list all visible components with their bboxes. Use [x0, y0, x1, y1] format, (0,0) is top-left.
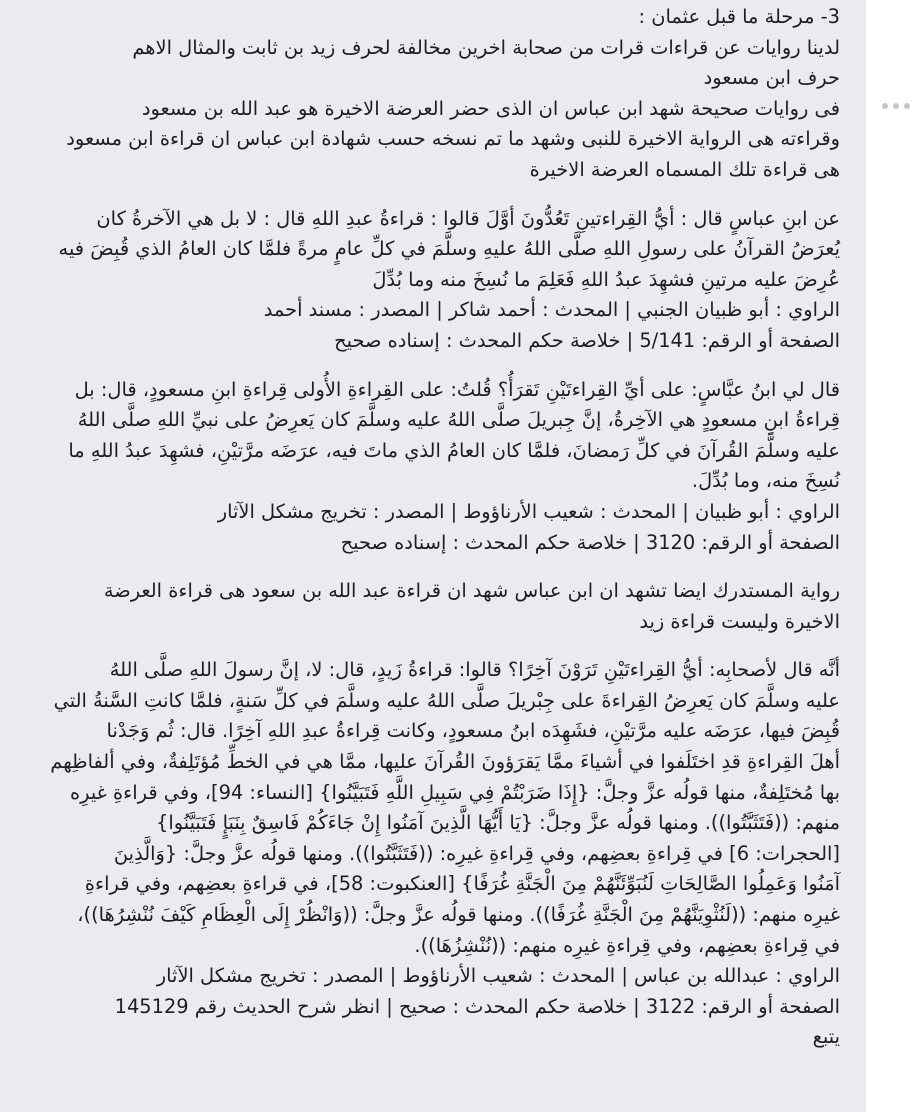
hadith-grade: الصفحة أو الرقم: 5/141 | خلاصة حكم المحدث : إسناده صحيح: [334, 328, 840, 352]
hadith-line: [الحجرات: 6] في قِراءةِ بعضِهم، وفي قِراءةِ غيرِه: ((فَتَثَبَّتُوا)). ومنها قولُه عزَّ وجلَّ: {وَالَّذِينَ: [113, 841, 840, 865]
text-line: فى روايات صحيحة شهد ابن عباس ان الذى حضر العرضة الاخيرة هو عبد الله بن مسعود: [141, 96, 840, 120]
hadith-line: منهم: ((فَتَثَبَّتُوا)). ومنها قولُه عزَّ وجلَّ: {يَا أَيُّهَا الَّذِينَ آمَنُوا إِنْ جَاءَكُمْ فَاسِقٌ بِنَبَإٍ فَتَبَيَّنُوا}: [155, 811, 840, 835]
hadith-narrator: الراوي : عبدالله بن عباس | المحدث : شعيب الأرناؤوط | المصدر : تخريج مشكل الآثار: [156, 964, 840, 988]
hadith-line: غيرِه منهم: ((لَنُثْوِيَنَّهُمْ مِنَ الْجَنَّةِ غُرَفًا)). ومنها قولُه عزَّ وجلَّ: ((وَانْظُرْ إِلَى الْعِظَامِ كَيْفَ نُنْشِرُهَا))،: [77, 903, 840, 927]
dot: [904, 103, 910, 109]
hadith-line: بها مُختَلِفةٌ، منها قولُه عزَّ وجلَّ: {إِذَا ضَرَبْتُمْ فِي سَبِيلِ اللَّهِ فَتَبَيَّنُوا} [النساء: 94]، وفي قراءةِ غيرِه: [69, 780, 840, 804]
mustadrak-note: [40, 576, 840, 637]
hadith-mushkil-3120: [40, 375, 840, 559]
hadith-narrator: الراوي : أبو ظبيان الجنبي | المحدث : أحمد شاكر | المصدر : مسند أحمد: [263, 298, 840, 322]
hadith-grade: الصفحة أو الرقم: 3120 | خلاصة حكم المحدث : إسناده صحيح: [340, 530, 840, 554]
text-line: وقراءته هى الرواية الاخيرة للنبى وشهد ما تم نسخه حسب شهادة ابن عباس ان قراءة ابن مسعود: [66, 127, 840, 151]
dot: [893, 103, 899, 109]
hadith-line: قُبِضَ فيها، عرَضَه عليه مرَّتيْنِ، فشَهِدَه ابنُ مسعودٍ، وكانت قِراءةُ عبدِ اللهِ آخِرًا. قال: ثُم وَجَدْنا: [106, 719, 840, 743]
hadith-line: قِراءةُ ابنِ مسعودٍ هي الآخِرةُ، إنَّ جِبريلَ صلَّى اللهُ عليه وسلَّمَ كان يَعرِضُ على نبيِّ اللهِ صلَّى اللهُ: [77, 408, 840, 432]
text-line: رواية المستدرك ايضا تشهد ان ابن عباس شهد ان قراءة عبد الله بن سعود هى قراءة العرضة: [103, 579, 840, 603]
hadith-line: عليه وسلَّمَ القُرآنَ في كلِّ رَمضانَ، فلمَّا كان العامُ الذي ماتَ فيه، عرَضَه مرَّتيْنِ، فشهِدَ عبدُ اللهِ ما: [68, 438, 840, 462]
hadith-line: أهلَ القِراءةِ قدِ اختَلَفوا في أشياءَ ممَّا يَقرَؤونَ القُرآنَ عليها، ممَّا هي في الخطِّ مُؤتَلِفةٌ، وفي ألفاظِهم: [50, 750, 840, 774]
hadith-line: قال لي ابنُ عبَّاسٍ: على أيِّ القِراءتَيْنِ تَقرَأُ؟ قُلتُ: على القِراءةِ الأُولى قِراءةِ ابنِ مسعودٍ، قال: بل: [74, 377, 840, 401]
text-line: حرف ابن مسعود: [703, 66, 840, 90]
hadith-line: عن ابنِ عباسٍ قال : أيُّ القِراءتينِ تَعُدُّونَ أوَّلَ قالوا : قراءةُ عبدِ اللهِ قال : لا بل هي الآخرةُ كان: [96, 206, 840, 230]
hadith-narrator: الراوي : أبو ظبيان | المحدث : شعيب الأرناؤوط | المصدر : تخريج مشكل الآثار: [217, 499, 840, 523]
hadith-line: أنَّه قال لأصحابِه: أيُّ القِراءتَيْنِ تَرَوْنَ آخِرًا؟ قالوا: قراءةُ زَيدٍ، قال: لا، إنَّ رسولَ اللهِ صلَّى اللهُ: [109, 658, 840, 682]
hadith-line: عليه وسلَّمَ كان يَعرِضُ القِراءةَ على جِبْريلَ صلَّى اللهُ عليه وسلَّمَ في كلِّ سَنةٍ، فلمَّا كانتِ السَّنةُ التي: [53, 688, 840, 712]
hadith-line: عُرِضَ عليه مرتينِ فشهِدَ عبدُ اللهِ فَعَلِمَ ما نُسِخَ منه وما بُدِّلَ: [372, 267, 840, 291]
more-options-icon[interactable]: [882, 102, 910, 110]
hadith-line: في قِراءةِ بعضِهم، وفي قِراءةِ غيرِه منهم: ((نُنْشِزُهَا)).: [414, 933, 840, 957]
hadith-ahmad: [40, 204, 840, 357]
hadith-line: نُسِخَ منه، وما بُدِّلَ.: [691, 469, 840, 493]
hadith-mushkil-3122: [40, 655, 840, 1053]
section-before-uthman: [40, 2, 840, 186]
dot: [882, 103, 888, 109]
section-title: 3- مرحلة ما قبل عثمان :: [638, 5, 840, 28]
text-line: لدينا روايات عن قراءات قرات من صحابة اخرين مخالفة لحرف زيد بن ثابت والمثال الاهم: [132, 35, 840, 59]
text-line: هى قراءة تلك المسماه العرضة الاخيرة: [529, 157, 840, 181]
continued-label: يتبع: [812, 1025, 840, 1049]
hadith-line: آمَنُوا وَعَمِلُوا الصَّالِحَاتِ لَنُبَوِّئَنَّهُمْ مِنَ الْجَنَّةِ غُرَفًا} [العنكبوت: 58]، في قراءةِ بعضِهم، وفي قراءةِ: [84, 872, 840, 896]
hadith-line: يُعرَضُ القرآنُ على رسولِ اللهِ صلَّى اللهُ عليهِ وسلَّمَ في كلِّ عامٍ مرةً فلمَّا كان العامُ الذي قُبِضَ فيه: [58, 237, 840, 261]
text-line: الاخيرة وليست قراءة زيد: [639, 609, 840, 633]
hadith-grade: الصفحة أو الرقم: 3122 | خلاصة حكم المحدث : صحيح | انظر شرح الحديث رقم 145129: [114, 994, 840, 1018]
